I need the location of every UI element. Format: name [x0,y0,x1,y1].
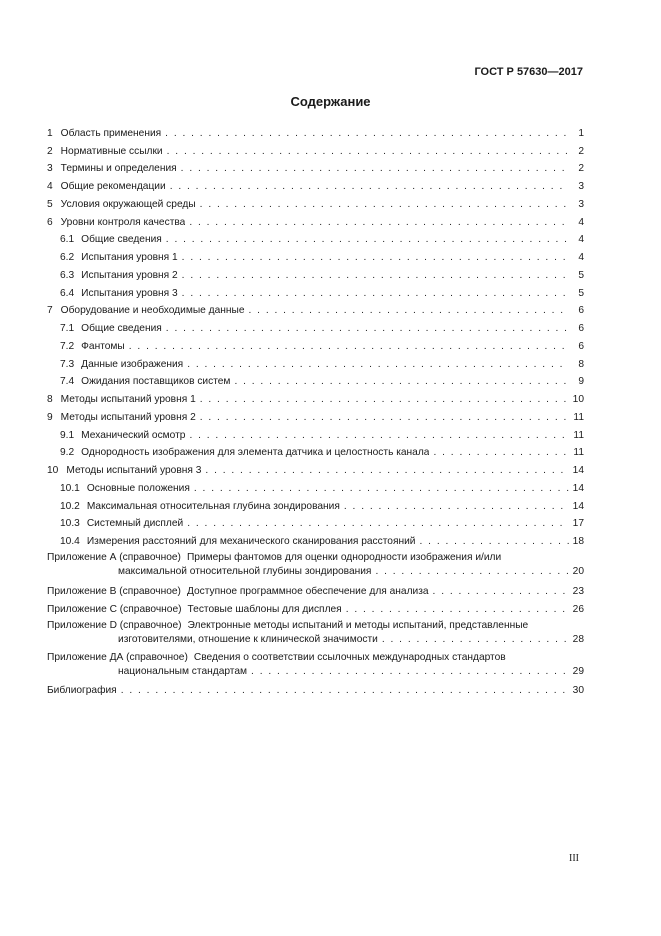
toc-entry[interactable] [47,441,584,459]
toc-entry-text: Методы испытаний уровня 3 [66,465,202,476]
toc-page-number: 20 [572,566,584,577]
toc-page-number: 14 [572,482,584,494]
dot-leader [200,199,569,210]
toc-entry[interactable] [47,281,584,299]
dot-leader [181,163,569,174]
toc-entry-number: 7.4 [60,376,75,388]
annex-label-text [47,604,342,615]
toc-entry[interactable] [47,387,584,405]
table-of-contents [47,121,584,696]
toc-entry-label [60,501,340,512]
toc-entry-text: Нормативные ссылки [60,145,163,157]
standard-designation: ГОСТ Р 57630—2017 [474,66,583,78]
dot-leader [121,685,569,696]
toc-entry-number: 7.2 [60,340,75,352]
toc-entry-label [47,163,177,174]
dot-leader [433,586,569,597]
toc-entry-number: 9.1 [60,429,75,441]
toc-entry-number: 10.3 [60,518,80,530]
toc-entry-label [60,447,429,458]
toc-entry-text: Данные изображения [81,358,184,370]
toc-entry[interactable] [47,405,584,423]
toc-entry-number: 4 [47,181,53,192]
annex-title-line2: максимальной относительной глубины зондирования [118,566,372,577]
toc-entry-text: Фантомы [81,340,125,352]
toc-entry-number: 8 [47,394,53,405]
annex-title-line2: национальным стандартам [118,665,248,677]
toc-entry-number: 6.1 [60,234,75,246]
toc-entry[interactable] [47,299,584,317]
dot-leader [182,270,569,281]
toc-entry-label [47,146,163,157]
annex-title-line1: Доступное программное обеспечение для анализа [186,585,429,597]
annex-entry[interactable] [47,579,584,597]
annex-entry-first-line [47,619,584,633]
toc-entry[interactable] [47,458,584,476]
toc-entry-number: 6.4 [60,287,75,299]
dot-leader [189,430,569,441]
dot-leader [375,565,569,579]
annex-entry[interactable] [47,597,584,615]
toc-entry-text: Термины и определения [60,163,177,175]
toc-entry-label [60,323,162,334]
dot-leader [382,633,569,647]
toc-entry-text: Испытания уровня 3 [81,287,178,299]
dot-leader [433,447,569,458]
dot-leader [129,341,569,352]
dot-leader [200,394,569,405]
toc-page-number: 11 [573,411,584,423]
toc-entry-text: Системный дисплей [86,518,184,530]
annex-entry-second-line [47,633,584,647]
annex-entry-second-line [47,565,584,579]
dot-leader [344,501,569,512]
dot-leader [166,234,569,245]
toc-page-number: 9 [578,376,584,388]
toc-entry-label [60,518,183,529]
toc-entry-label [47,128,161,139]
toc-entry[interactable] [47,476,584,494]
dot-leader [165,128,569,139]
toc-entry-number: 9.2 [60,447,75,459]
toc-entry-text: Измерения расстояний для механического сканирования расстояний [86,536,416,547]
toc-entry-number: 2 [47,145,53,157]
toc-entry[interactable] [47,352,584,370]
toc-entry-label [60,341,125,352]
toc-entry-label [47,412,196,423]
toc-page-number: 6 [578,340,584,352]
toc-entry[interactable] [47,192,584,210]
toc-entry-label [47,465,201,476]
toc-page-number: 10 [572,394,584,405]
toc-entry-text: Максимальная относительная глубина зондирования [86,500,340,512]
toc-entry-number: 6.2 [60,252,75,263]
toc-entry-number: 6.3 [60,269,75,281]
annex-title-line1: Тестовые шаблоны для дисплея [187,603,342,615]
toc-page-number: 26 [572,603,584,615]
annex-label: Приложение D (справочное) [47,619,182,631]
toc-entry-text: Общие сведения [81,323,162,334]
toc-page-number: 11 [573,429,584,441]
toc-entry-label [60,430,185,441]
toc-page-number: 14 [572,500,584,512]
annex-title-line2: изготовителями, отношение к клинической значимости [118,633,378,645]
toc-entry[interactable] [47,263,584,281]
page-number-roman: III [569,853,579,864]
toc-entry-text: Общие рекомендации [60,181,166,192]
toc-entry-text: Испытания уровня 2 [81,269,178,281]
toc-entry-number: 10.4 [60,536,80,547]
toc-page-number: 3 [578,181,584,192]
annex-title-line1: Примеры фантомов для оценки однородности изображения и/или [186,552,502,563]
annex-entry[interactable] [47,547,584,579]
toc-entry-number: 9 [47,411,53,423]
annex-entry[interactable] [47,615,584,647]
dot-leader [170,181,569,192]
toc-entry-label [47,217,185,228]
dot-leader [167,146,569,157]
toc-page-number: 5 [578,287,584,299]
toc-entry-number: 10 [47,465,59,476]
toc-entry[interactable] [47,316,584,334]
toc-page-number: 4 [578,216,584,228]
toc-entry-text: Общие сведения [81,234,162,246]
dot-leader [420,536,570,547]
toc-entry-label [47,199,196,210]
annex-label: Приложение С (справочное) [47,603,182,615]
toc-entry[interactable] [47,334,584,352]
toc-entry-label [60,270,178,281]
annex-label: Приложение В (справочное) [47,585,181,597]
toc-entry-number: 3 [47,163,53,175]
annex-label: Приложение ДА (справочное) [47,651,188,663]
toc-page-number: 6 [578,323,584,334]
toc-entry-label [60,483,190,494]
toc-entry-number: 10.1 [60,482,80,494]
toc-entry-text: Однородность изображения для элемента датчика и целостность канала [81,447,430,459]
toc-entry-number: 7 [47,305,53,317]
toc-page-number: 28 [572,633,584,645]
toc-page-number: 17 [572,518,584,530]
toc-page-number: 2 [578,163,584,175]
toc-entry-number: 7.1 [60,323,75,334]
toc-page-number: 14 [572,465,584,476]
toc-entry-number: 5 [47,198,53,210]
annex-entry-first-line [47,551,584,565]
toc-page-number: 2 [578,145,584,157]
toc-entry-text: Ожидания поставщиков систем [81,376,231,388]
toc-entry-number: 6 [47,216,53,228]
toc-entry[interactable] [47,494,584,512]
toc-entry-text: Основные положения [86,482,190,494]
annex-title-line1: Сведения о соответствии ссылочных международных стандартов [193,651,506,663]
dot-leader [251,665,569,679]
annex-entry-first-line [47,651,584,665]
bibliography-label: Библиография [47,685,117,697]
toc-entry[interactable] [47,121,584,139]
toc-entry-text: Методы испытаний уровня 2 [60,411,196,423]
toc-entry-label [47,305,245,316]
dot-leader [189,217,569,228]
toc-page-number: 4 [578,234,584,246]
dot-leader [187,518,569,529]
dot-leader [187,359,569,370]
toc-page-number: 6 [578,305,584,317]
toc-page-number: 8 [578,358,584,370]
toc-entry[interactable] [47,157,584,175]
toc-entry[interactable] [47,210,584,228]
toc-page-number: 3 [578,198,584,210]
dot-leader [249,305,570,316]
toc-entry[interactable] [47,370,584,388]
toc-entry-text: Область применения [60,127,162,139]
dot-leader [194,483,569,494]
toc-entry-text: Механический осмотр [81,429,186,441]
toc-page-number: 5 [578,269,584,281]
annex-entry-second-line [47,665,584,679]
dot-leader [205,465,569,476]
dot-leader [182,288,569,299]
dot-leader [182,252,569,263]
annex-label-text [47,586,429,597]
toc-entry-label [60,234,162,245]
toc-entry-label [47,394,196,405]
toc-page-number: 1 [578,127,584,139]
toc-entry-number: 1 [47,127,53,139]
toc-entry-label [60,376,230,387]
toc-page-number: 23 [572,585,584,597]
toc-entry-label [60,288,178,299]
toc-entry-text: Оборудование и необходимые данные [60,305,245,317]
toc-entry-label [60,359,183,370]
toc-entry-text: Испытания уровня 1 [81,252,178,263]
toc-entry-label [60,252,178,263]
toc-entry-text: Уровни контроля качества [60,216,186,228]
dot-leader [234,376,569,387]
toc-entry[interactable] [47,228,584,246]
toc-entry[interactable] [47,512,584,530]
toc-entry[interactable] [47,529,584,547]
dot-leader [200,412,569,423]
toc-entry-label [47,181,166,192]
toc-entry[interactable] [47,174,584,192]
toc-page-number: 18 [572,536,584,547]
annex-entry[interactable] [47,647,584,679]
toc-page-number: 29 [572,665,584,677]
dot-leader [346,604,569,615]
toc-page-number: 11 [573,447,584,459]
bibliography-entry[interactable] [47,679,584,697]
toc-entry-label [60,536,416,547]
annex-label: Приложение А (справочное) [47,552,181,563]
dot-leader [166,323,569,334]
toc-entry[interactable] [47,139,584,157]
toc-entry-number: 7.3 [60,358,75,370]
toc-entry-text: Условия окружающей среды [60,198,196,210]
toc-entry-number: 10.2 [60,500,80,512]
toc-page-number: 30 [572,685,584,697]
toc-page-number: 4 [578,252,584,263]
toc-entry[interactable] [47,245,584,263]
toc-entry[interactable] [47,423,584,441]
page-title: Содержание [290,94,371,109]
toc-entry-text: Методы испытаний уровня 1 [60,394,196,405]
annex-title-line1: Электронные методы испытаний и методы испытаний, представленные [187,619,529,631]
